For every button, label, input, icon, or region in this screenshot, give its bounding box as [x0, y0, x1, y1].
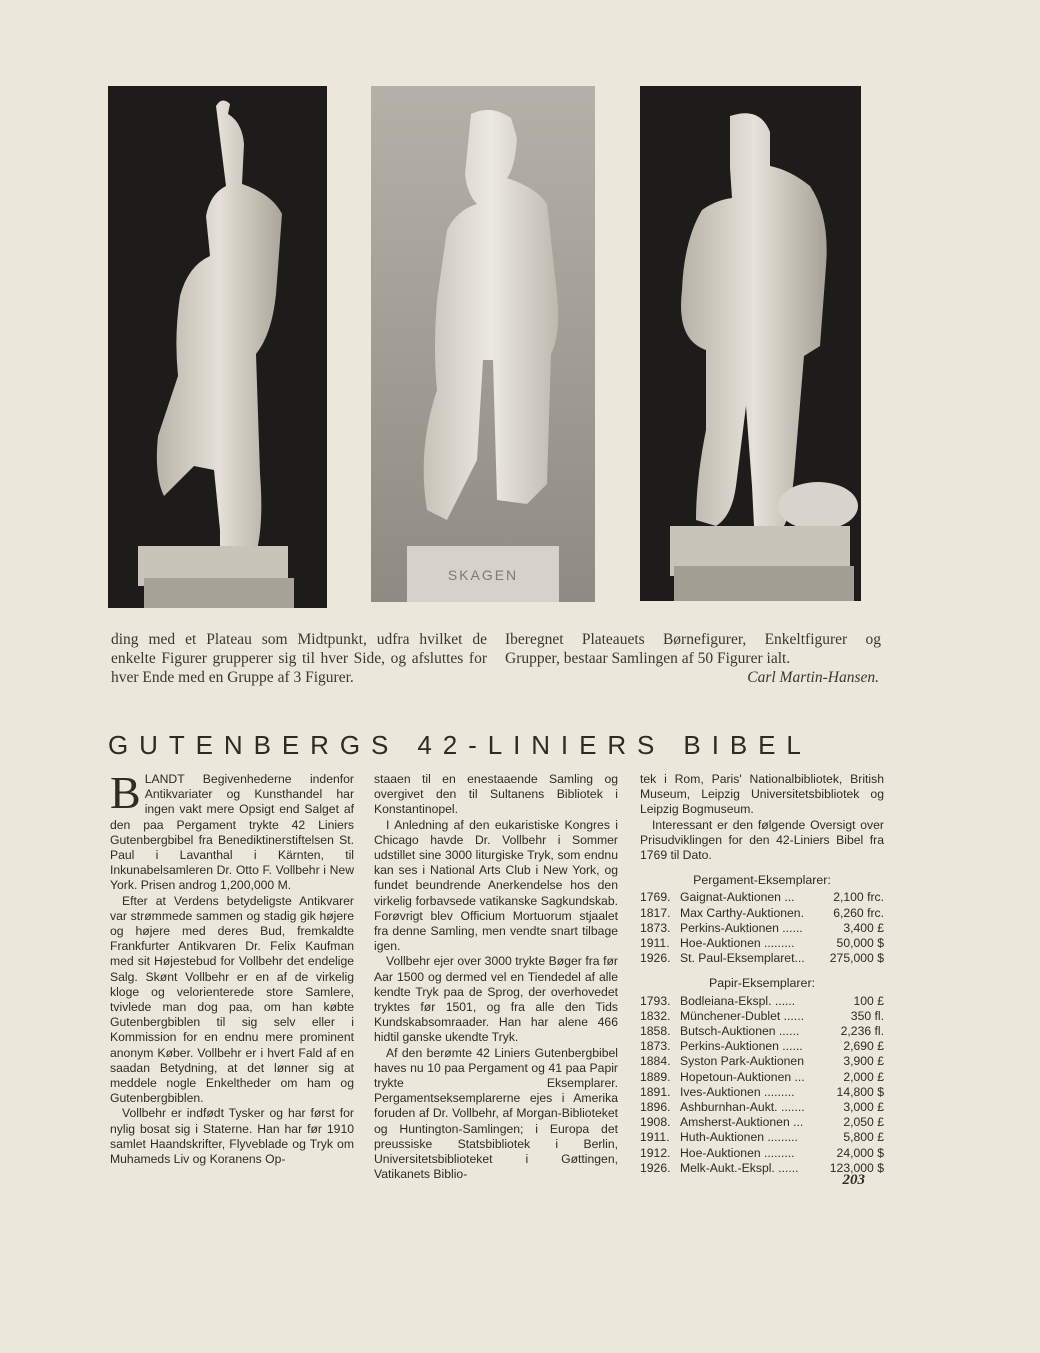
auction-year: 1858. — [640, 1024, 671, 1039]
auction-price: 123,000 $ — [829, 1160, 884, 1175]
auction-name: Hoe-Auktionen ......... — [680, 936, 795, 951]
auction-price: 350 fl. — [850, 1008, 884, 1023]
auction-row — [640, 1085, 884, 1100]
auction-name: Münchener-Dublet ...... — [680, 1008, 804, 1023]
auction-year: 1832. — [640, 1008, 671, 1023]
auction-price: 2,690 £ — [843, 1039, 884, 1054]
pergament-heading: Pergament-Eksemplarer: — [693, 873, 831, 888]
paragraph: Efter at Verdens betydeligste Antikvarer var strømmede sammen og stadig gik højere og højere med deres Bud, fremkaldte Frankfurter Antikvaren Dr. Felix Kaufman med sit Højestebud for Vollbehr det endelige Salg. Skønt Vollbehr er en af de virkelig kloge og velorienterede store Samlere, tvivlede man dog paa, om han købte Gutenbergbiblen til sig selv eller i Kommission for en endnu mere prominent anonym Køber. Vollbehr er i hvert Fald af en saadan Betydning, at det lønner sig at meddele nogle Enkeltheder om ham og Gutenbergbiblen. — [110, 893, 354, 1106]
papir-heading: Papir-Eksemplarer: — [708, 976, 816, 991]
sculpture-figure-left — [108, 86, 327, 608]
auction-name: Ashburnhan-Aukt. ....... — [680, 1100, 805, 1115]
auction-price: 2,050 £ — [843, 1115, 884, 1130]
auction-price: 50,000 $ — [836, 936, 884, 951]
auction-row — [640, 1009, 884, 1024]
pergament-table — [640, 890, 884, 966]
paragraph: Interessant er den følgende Oversigt over Prisudviklingen for den 42-Liniers Bibel fra 1769 til Dato. — [640, 817, 884, 863]
auction-year: 1873. — [640, 1039, 671, 1054]
auction-price: 6,260 frc. — [833, 905, 884, 920]
paragraph: Vollbehr er indfødt Tysker og har først for nylig bosat sig i Staterne. Han har før 1910 samlet Haandskrifter, Flyveblade og Tryk om Muhameds Liv og Koranens Op- — [110, 1106, 354, 1167]
auction-year: 1912. — [640, 1145, 671, 1160]
auction-row — [640, 906, 884, 921]
auction-price: 3,000 £ — [843, 1100, 884, 1115]
paragraph: BLANDT Begivenhederne indenfor Antikvariater og Kunsthandel har ingen vakt mere Opsigt end Salget af den paa Pergament trykte 42 Liniers Gutenbergbibel fra Benediktinerstiftelsen St. Paul i Lavanthal i Kärnten, til Inkunabelsamleren Dr. Otto F. Vollbehr i New York. Prisen androg 1,200,000 M. — [110, 767, 354, 893]
auction-year: 1911. — [640, 936, 670, 951]
auction-year: 1911. — [640, 1130, 670, 1145]
auction-price: 5,800 £ — [843, 1130, 884, 1145]
author-signature: Carl Martin-Hansen. — [747, 669, 879, 686]
article-headline: GUTENBERGS 42-LINIERS BIBEL — [108, 730, 812, 760]
auction-price: 14,800 $ — [836, 1084, 884, 1099]
sculpture-photo-boy-with-dog — [640, 86, 861, 601]
auction-price: 275,000 $ — [829, 951, 884, 966]
auction-price: 2,236 fl. — [840, 1024, 884, 1039]
auction-row — [640, 994, 884, 1009]
auction-name: Ives-Auktionen ......... — [680, 1084, 795, 1099]
auction-price: 3,400 £ — [843, 920, 884, 935]
page-number: 203 — [842, 1172, 865, 1188]
auction-year: 1873. — [640, 920, 671, 935]
auction-year: 1884. — [640, 1054, 671, 1069]
sculpture-photo-fisherman — [371, 86, 595, 602]
auction-name: Syston Park-Auktionen — [680, 1054, 804, 1069]
auction-name: Max Carthy-Auktionen. — [680, 905, 804, 920]
auction-name: Perkins-Auktionen ...... — [680, 1039, 803, 1054]
auction-year: 1896. — [640, 1100, 671, 1115]
auction-year: 1889. — [640, 1069, 671, 1084]
upper-text-left: ding med et Plateau som Midtpunkt, udfra hvilket de enkelte Figurer grupperer sig til hver Side, og afsluttes for hver Ende med en Gruppe af 3 Figurer. — [111, 631, 487, 686]
auction-row — [640, 1100, 884, 1115]
plinth-text: SKAGEN — [447, 567, 519, 583]
auction-row — [640, 921, 884, 936]
auction-name: Perkins-Auktionen ...... — [680, 920, 803, 935]
article-column-1 — [110, 767, 354, 1167]
papir-table — [640, 994, 884, 1176]
auction-name: St. Paul-Eksemplaret... — [680, 951, 805, 966]
auction-name: Huth-Auktionen ......... — [680, 1130, 798, 1145]
drop-cap: B — [110, 767, 141, 818]
auction-name: Melk-Aukt.-Ekspl. ...... — [680, 1160, 799, 1175]
paragraph: tek i Rom, Paris' Nationalbibliotek, British Museum, Leipzig Universitetsbibliotek og Leipzig Bogmuseum. — [640, 772, 884, 817]
upper-text-right-body: Iberegnet Plateauets Børnefigurer, Enkeltfigurer og Grupper, bestaar Samlingen af 50 Figurer ialt. — [505, 631, 881, 667]
auction-row — [640, 1024, 884, 1039]
auction-name: Amsherst-Auktionen ... — [680, 1115, 804, 1130]
paragraph: Af den berømte 42 Liniers Gutenbergbibel haves nu 10 paa Pergament og 41 paa Papir trykte Eksemplarer. Pergamentseksemplarerne ejes i Amerika foruden af Dr. Vollbehr, af Morgan-Biblioteket og Huntington-Samlingen; i Europa det preussiske Statsbibliotek i Berlin, Universitetsbiblioteket i Gøttingen, Vatikanets Biblio- — [374, 1045, 618, 1182]
article-column-3 — [640, 772, 884, 1176]
auction-name: Bodleiana-Ekspl. ...... — [680, 993, 796, 1008]
auction-name: Hopetoun-Auktionen ... — [680, 1069, 805, 1084]
auction-name: Butsch-Auktionen ...... — [680, 1024, 800, 1039]
paragraph: I Anledning af den eukaristiske Kongres i Chicago havde Dr. Vollbehr i Sommer udstillet sine 3000 liturgiske Tryk, som endnu kan ses i National Arts Club i New York, og fundet beundrende Anerkendelse hos den virkelig forbavsede vatikanske Sagkundskab. Forøvrigt blev Officium Mortuorum stjaalet fra denne Samling, men vendte snart tilbage igen. — [374, 817, 618, 954]
auction-price: 3,900 £ — [843, 1054, 884, 1069]
auction-row — [640, 890, 884, 905]
paragraph: staaen til en enestaaende Samling og overgivet den til Sultanens Bibliotek i Konstantinopel. — [374, 772, 618, 817]
auction-row — [640, 1054, 884, 1069]
auction-year: 1769. — [640, 890, 671, 905]
sculpture-figure-middle — [371, 86, 595, 602]
auction-row — [640, 1130, 884, 1145]
auction-row — [640, 951, 884, 966]
auction-price: 2,000 £ — [843, 1069, 884, 1084]
auction-name: Gaignat-Auktionen ... — [680, 890, 795, 905]
article-column-2 — [374, 772, 618, 1182]
sculpture-figure-right — [640, 86, 861, 601]
auction-year: 1926. — [640, 1160, 671, 1175]
paragraph: Vollbehr ejer over 3000 trykte Bøger fra før Aar 1500 og dermed vel en Tiendedel af alle kendte Tryk paa de Sprog, der overhovedet tryktes før 1501, og fra alle den Tids Kundskabsomraader. Han har alene 466 hidtil ganske ukendte Tryk. — [374, 954, 618, 1045]
auction-price: 24,000 $ — [836, 1145, 884, 1160]
auction-year: 1926. — [640, 951, 671, 966]
auction-name: Hoe-Auktionen ......... — [680, 1145, 795, 1160]
sculpture-photo-child-cap — [108, 86, 327, 608]
auction-row — [640, 1146, 884, 1161]
auction-price: 100 £ — [853, 993, 884, 1008]
auction-year: 1793. — [640, 993, 671, 1008]
auction-year: 1891. — [640, 1084, 671, 1099]
auction-year: 1908. — [640, 1115, 671, 1130]
upper-text-right — [505, 630, 881, 687]
auction-row — [640, 936, 884, 951]
auction-row — [640, 1115, 884, 1130]
auction-row — [640, 1070, 884, 1085]
auction-row — [640, 1039, 884, 1054]
auction-year: 1817. — [640, 905, 671, 920]
auction-price: 2,100 frc. — [833, 890, 884, 905]
